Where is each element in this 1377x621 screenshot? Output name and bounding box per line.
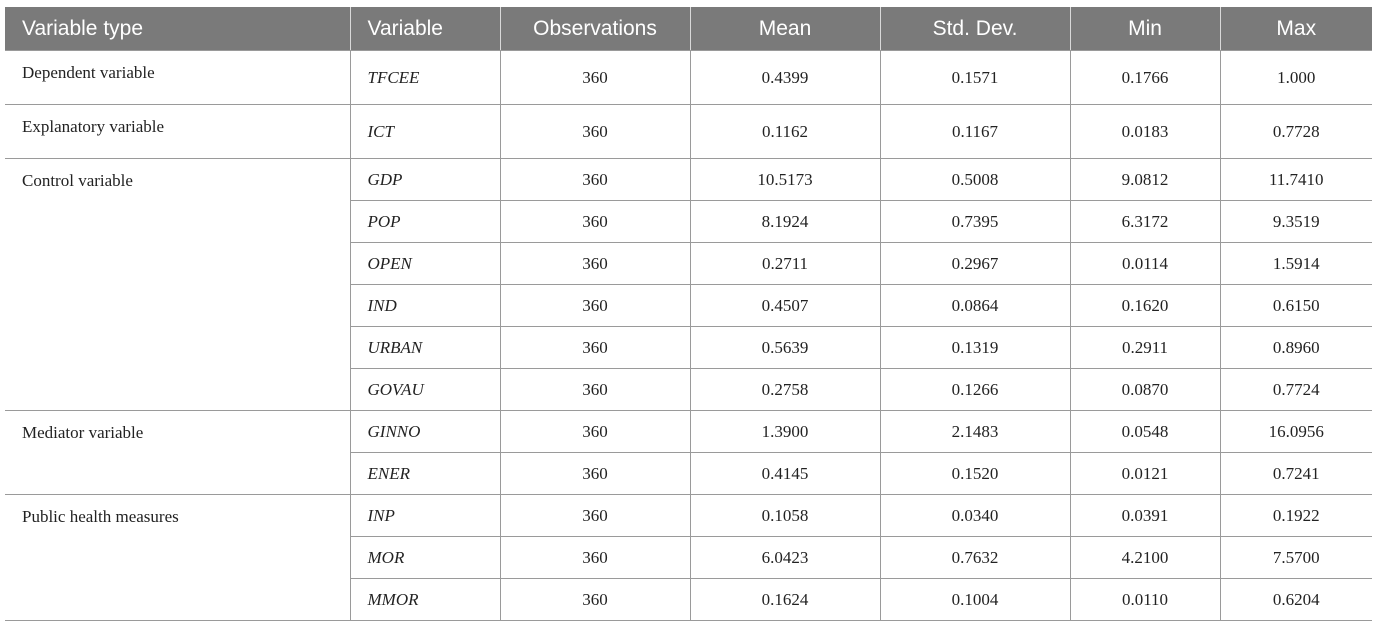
variable-cell: ENER xyxy=(350,453,500,495)
std-dev-cell: 0.1004 xyxy=(880,579,1070,621)
std-dev-cell: 0.0864 xyxy=(880,285,1070,327)
table-header-row xyxy=(5,7,1372,51)
observations-cell: 360 xyxy=(500,105,690,159)
std-dev-cell: 0.1319 xyxy=(880,327,1070,369)
variable-cell: INP xyxy=(350,495,500,537)
mean-cell: 0.4145 xyxy=(690,453,880,495)
min-cell: 0.0110 xyxy=(1070,579,1220,621)
max-cell: 0.8960 xyxy=(1220,327,1372,369)
header-variable: Variable xyxy=(350,7,500,51)
variable-cell: GINNO xyxy=(350,411,500,453)
observations-cell: 360 xyxy=(500,579,690,621)
header-variable-type: Variable type xyxy=(5,7,350,51)
std-dev-cell: 0.7395 xyxy=(880,201,1070,243)
observations-cell: 360 xyxy=(500,243,690,285)
observations-cell: 360 xyxy=(500,201,690,243)
mean-cell: 0.5639 xyxy=(690,327,880,369)
std-dev-cell: 0.2967 xyxy=(880,243,1070,285)
min-cell: 0.0870 xyxy=(1070,369,1220,411)
header-min: Min xyxy=(1070,7,1220,51)
variable-cell: GDP xyxy=(350,159,500,201)
mean-cell: 0.2711 xyxy=(690,243,880,285)
header-max: Max xyxy=(1220,7,1372,51)
mean-cell: 1.3900 xyxy=(690,411,880,453)
variable-cell: URBAN xyxy=(350,327,500,369)
min-cell: 9.0812 xyxy=(1070,159,1220,201)
max-cell: 16.0956 xyxy=(1220,411,1372,453)
variable-type-cell: Mediator variable xyxy=(5,411,350,495)
descriptive-statistics-table xyxy=(5,7,1372,621)
std-dev-cell: 0.1167 xyxy=(880,105,1070,159)
std-dev-cell: 0.0340 xyxy=(880,495,1070,537)
min-cell: 0.0183 xyxy=(1070,105,1220,159)
mean-cell: 10.5173 xyxy=(690,159,880,201)
min-cell: 0.0114 xyxy=(1070,243,1220,285)
table-row xyxy=(5,159,1372,201)
header-observations: Observations xyxy=(500,7,690,51)
table-row xyxy=(5,411,1372,453)
min-cell: 0.0548 xyxy=(1070,411,1220,453)
variable-cell: OPEN xyxy=(350,243,500,285)
observations-cell: 360 xyxy=(500,411,690,453)
mean-cell: 0.2758 xyxy=(690,369,880,411)
std-dev-cell: 0.7632 xyxy=(880,537,1070,579)
min-cell: 0.1766 xyxy=(1070,51,1220,105)
mean-cell: 0.1162 xyxy=(690,105,880,159)
header-std-dev: Std. Dev. xyxy=(880,7,1070,51)
mean-cell: 0.4399 xyxy=(690,51,880,105)
std-dev-cell: 0.1571 xyxy=(880,51,1070,105)
max-cell: 1.000 xyxy=(1220,51,1372,105)
variable-cell: IND xyxy=(350,285,500,327)
mean-cell: 0.1058 xyxy=(690,495,880,537)
min-cell: 0.2911 xyxy=(1070,327,1220,369)
max-cell: 0.6204 xyxy=(1220,579,1372,621)
min-cell: 0.0121 xyxy=(1070,453,1220,495)
table-row xyxy=(5,495,1372,537)
min-cell: 4.2100 xyxy=(1070,537,1220,579)
max-cell: 9.3519 xyxy=(1220,201,1372,243)
observations-cell: 360 xyxy=(500,369,690,411)
variable-type-cell: Dependent variable xyxy=(5,51,350,105)
min-cell: 6.3172 xyxy=(1070,201,1220,243)
observations-cell: 360 xyxy=(500,537,690,579)
mean-cell: 0.1624 xyxy=(690,579,880,621)
max-cell: 0.7728 xyxy=(1220,105,1372,159)
table-row xyxy=(5,105,1372,159)
variable-cell: MOR xyxy=(350,537,500,579)
table-row xyxy=(5,51,1372,105)
observations-cell: 360 xyxy=(500,51,690,105)
observations-cell: 360 xyxy=(500,453,690,495)
observations-cell: 360 xyxy=(500,159,690,201)
mean-cell: 0.4507 xyxy=(690,285,880,327)
mean-cell: 6.0423 xyxy=(690,537,880,579)
max-cell: 1.5914 xyxy=(1220,243,1372,285)
observations-cell: 360 xyxy=(500,285,690,327)
std-dev-cell: 2.1483 xyxy=(880,411,1070,453)
variable-type-cell: Explanatory variable xyxy=(5,105,350,159)
max-cell: 7.5700 xyxy=(1220,537,1372,579)
observations-cell: 360 xyxy=(500,327,690,369)
variable-cell: POP xyxy=(350,201,500,243)
header-mean: Mean xyxy=(690,7,880,51)
table-body xyxy=(5,51,1372,621)
min-cell: 0.0391 xyxy=(1070,495,1220,537)
variable-cell: GOVAU xyxy=(350,369,500,411)
min-cell: 0.1620 xyxy=(1070,285,1220,327)
mean-cell: 8.1924 xyxy=(690,201,880,243)
variable-cell: ICT xyxy=(350,105,500,159)
variable-type-cell: Public health measures xyxy=(5,495,350,621)
variable-cell: MMOR xyxy=(350,579,500,621)
std-dev-cell: 0.5008 xyxy=(880,159,1070,201)
max-cell: 11.7410 xyxy=(1220,159,1372,201)
max-cell: 0.1922 xyxy=(1220,495,1372,537)
std-dev-cell: 0.1266 xyxy=(880,369,1070,411)
std-dev-cell: 0.1520 xyxy=(880,453,1070,495)
variable-type-cell: Control variable xyxy=(5,159,350,411)
max-cell: 0.7241 xyxy=(1220,453,1372,495)
max-cell: 0.7724 xyxy=(1220,369,1372,411)
observations-cell: 360 xyxy=(500,495,690,537)
variable-cell: TFCEE xyxy=(350,51,500,105)
max-cell: 0.6150 xyxy=(1220,285,1372,327)
